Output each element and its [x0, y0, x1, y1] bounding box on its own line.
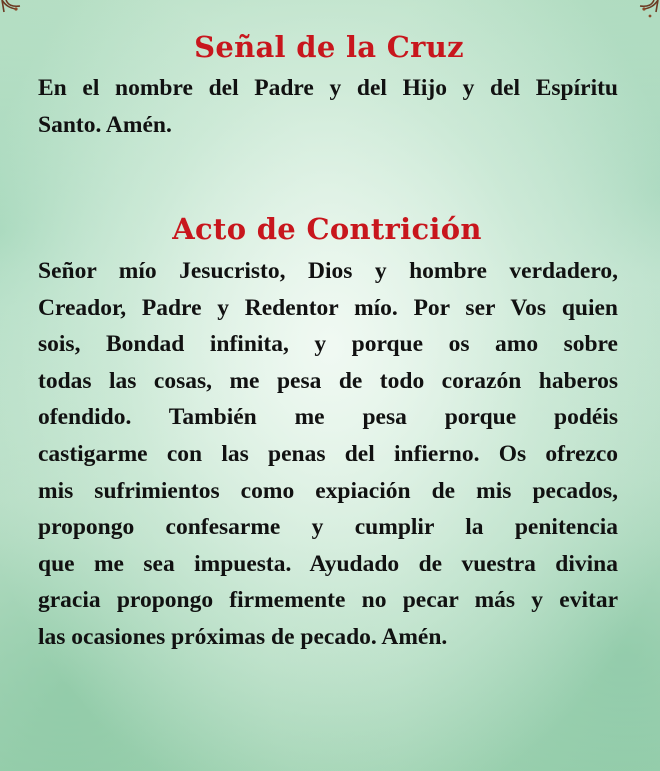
text-line: ofendido. También me pesa porque podéis — [38, 404, 618, 431]
corner-ornament-left-icon — [0, 0, 28, 22]
text-line: gracia propongo firmemente no pecar más y evitar — [38, 587, 618, 614]
text-line: que me sea impuesta. Ayudado de vuestra divina — [38, 550, 618, 577]
prayer-text-acto-de-contricion — [38, 253, 618, 656]
prayer-text-senal-de-la-cruz — [38, 70, 618, 143]
text-line: todas las cosas, me pesa de todo corazón haberos — [38, 367, 618, 394]
text-line: castigarme con las penas del infierno. Os ofrezco — [38, 440, 618, 467]
text-line: las ocasiones próximas de pecado. Amén. — [38, 623, 448, 650]
text-line: En el nombre del Padre y del Hijo y del Espíritu — [38, 75, 618, 101]
corner-ornament-right-icon — [632, 0, 660, 22]
text-line: Santo. Amén. — [38, 111, 172, 138]
section-title-senal-de-la-cruz: Señal de la Cruz — [194, 30, 464, 64]
text-line: sois, Bondad infinita, y porque os amo sobre — [38, 331, 618, 358]
text-line: Creador, Padre y Redentor mío. Por ser Vos quien — [38, 294, 618, 321]
text-line: Señor mío Jesucristo, Dios y hombre verdadero, — [38, 258, 618, 284]
text-line: propongo confesarme y cumplir la penitencia — [38, 514, 618, 541]
text-line: mis sufrimientos como expiación de mis pecados, — [38, 477, 618, 504]
section-title-acto-de-contricion: Acto de Contrición — [172, 212, 482, 246]
